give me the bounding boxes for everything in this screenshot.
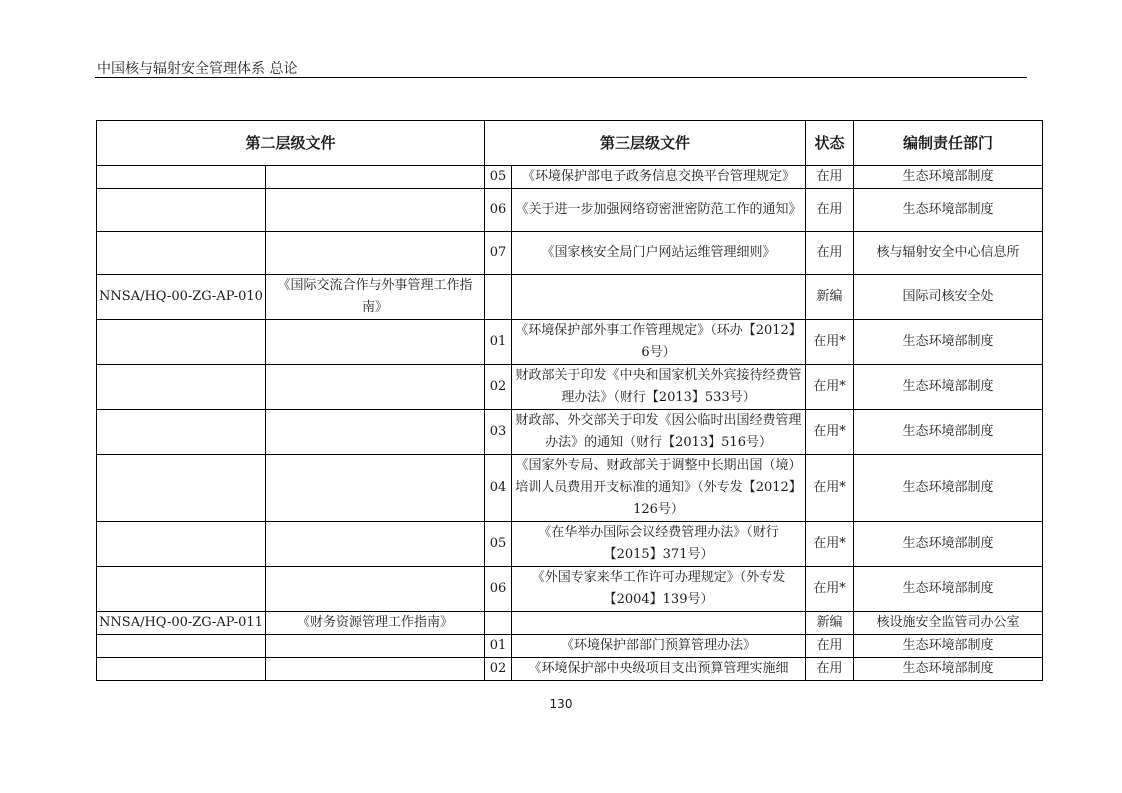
third-level-number: 02 (485, 365, 512, 410)
second-level-code (97, 232, 266, 275)
status-cell: 在用* (806, 455, 854, 522)
dept-cell: 生态环境部制度 (854, 320, 1043, 365)
second-level-code: NNSA/HQ-00-ZG-AP-010 (97, 275, 266, 320)
table-row (97, 522, 1043, 567)
table-row (97, 166, 1043, 189)
third-level-document: 财政部关于印发《中央和国家机关外宾接待经费管理办法》（财行【2013】533号） (512, 365, 806, 410)
dept-cell: 核与辐射安全中心信息所 (854, 232, 1043, 275)
second-level-code (97, 567, 266, 612)
second-level-name (266, 320, 485, 365)
second-level-code (97, 166, 266, 189)
dept-cell: 生态环境部制度 (854, 567, 1043, 612)
second-level-code (97, 320, 266, 365)
table-row (97, 612, 1043, 635)
third-level-document: 《环境保护部外事工作管理规定》（环办【2012】6号） (512, 320, 806, 365)
dept-cell: 生态环境部制度 (854, 410, 1043, 455)
status-cell: 在用* (806, 567, 854, 612)
third-level-document (512, 275, 806, 320)
dept-cell: 生态环境部制度 (854, 365, 1043, 410)
third-level-number: 01 (485, 320, 512, 365)
second-level-code (97, 635, 266, 658)
status-cell: 新编 (806, 612, 854, 635)
second-level-name (266, 635, 485, 658)
header-second-level: 第二层级文件 (97, 121, 485, 166)
third-level-number: 06 (485, 567, 512, 612)
table-row (97, 275, 1043, 320)
third-level-number: 04 (485, 455, 512, 522)
dept-cell: 生态环境部制度 (854, 455, 1043, 522)
page-number: 130 (549, 697, 573, 711)
table-row (97, 365, 1043, 410)
second-level-code (97, 410, 266, 455)
third-level-document: 《在华举办国际会议经费管理办法》（财行【2015】371号） (512, 522, 806, 567)
second-level-name (266, 522, 485, 567)
second-level-name: 《财务资源管理工作指南》 (266, 612, 485, 635)
table-row (97, 658, 1043, 681)
table-row (97, 189, 1043, 232)
third-level-document: 《环境保护部部门预算管理办法》 (512, 635, 806, 658)
third-level-document: 《国家核安全局门户网站运维管理细则》 (512, 232, 806, 275)
status-cell: 在用 (806, 658, 854, 681)
second-level-code (97, 658, 266, 681)
header-status: 状态 (806, 121, 854, 166)
second-level-code (97, 522, 266, 567)
third-level-number: 05 (485, 166, 512, 189)
third-level-number: 02 (485, 658, 512, 681)
third-level-document: 《环境保护部电子政务信息交换平台管理规定》 (512, 166, 806, 189)
third-level-number: 06 (485, 189, 512, 232)
second-level-name (266, 658, 485, 681)
header-third-level: 第三层级文件 (485, 121, 806, 166)
dept-cell: 生态环境部制度 (854, 166, 1043, 189)
third-level-number: 01 (485, 635, 512, 658)
dept-cell: 生态环境部制度 (854, 189, 1043, 232)
third-level-number: 03 (485, 410, 512, 455)
dept-cell: 国际司核安全处 (854, 275, 1043, 320)
second-level-name (266, 189, 485, 232)
third-level-document: 《外国专家来华工作许可办理规定》（外专发【2004】139号） (512, 567, 806, 612)
third-level-number: 07 (485, 232, 512, 275)
status-cell: 在用* (806, 410, 854, 455)
third-level-number (485, 612, 512, 635)
second-level-code (97, 189, 266, 232)
table-row (97, 410, 1043, 455)
table-header-row (97, 121, 1043, 166)
dept-cell: 核设施安全监管司办公室 (854, 612, 1043, 635)
table-row (97, 320, 1043, 365)
second-level-name: 《国际交流合作与外事管理工作指南》 (266, 275, 485, 320)
document-table (96, 120, 1043, 681)
running-header-title: 中国核与辐射安全管理体系 总论 (97, 61, 298, 77)
status-cell: 在用* (806, 522, 854, 567)
second-level-code (97, 455, 266, 522)
second-level-name (266, 567, 485, 612)
second-level-name (266, 455, 485, 522)
status-cell: 在用 (806, 232, 854, 275)
third-level-document: 《关于进一步加强网络窃密泄密防范工作的通知》 (512, 189, 806, 232)
header-dept: 编制责任部门 (854, 121, 1043, 166)
dept-cell: 生态环境部制度 (854, 658, 1043, 681)
status-cell: 在用* (806, 365, 854, 410)
status-cell: 在用 (806, 635, 854, 658)
third-level-number: 05 (485, 522, 512, 567)
second-level-name (266, 166, 485, 189)
status-cell: 在用* (806, 320, 854, 365)
table-row (97, 455, 1043, 522)
table-row (97, 232, 1043, 275)
third-level-document (512, 612, 806, 635)
dept-cell: 生态环境部制度 (854, 522, 1043, 567)
second-level-name (266, 232, 485, 275)
third-level-document: 财政部、外交部关于印发《因公临时出国经费管理办法》的通知（财行【2013】516号） (512, 410, 806, 455)
status-cell: 在用 (806, 166, 854, 189)
header-rule (95, 77, 1027, 78)
dept-cell: 生态环境部制度 (854, 635, 1043, 658)
table-row (97, 567, 1043, 612)
third-level-document: 《国家外专局、财政部关于调整中长期出国（境）培训人员费用开支标准的通知》（外专发【2012】126号） (512, 455, 806, 522)
third-level-number (485, 275, 512, 320)
second-level-name (266, 410, 485, 455)
second-level-name (266, 365, 485, 410)
table-row (97, 635, 1043, 658)
second-level-code (97, 365, 266, 410)
status-cell: 在用 (806, 189, 854, 232)
third-level-document: 《环境保护部中央级项目支出预算管理实施细 (512, 658, 806, 681)
status-cell: 新编 (806, 275, 854, 320)
second-level-code: NNSA/HQ-00-ZG-AP-011 (97, 612, 266, 635)
